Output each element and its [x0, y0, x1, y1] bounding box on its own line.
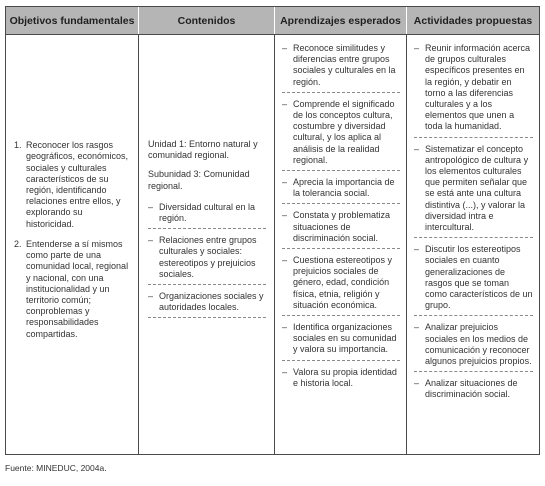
- dash-bullet: –: [282, 255, 288, 266]
- dash-bullet: –: [282, 210, 288, 221]
- header-objetivos: Objetivos fundamentales: [6, 7, 139, 34]
- contenido-item: [148, 289, 266, 318]
- dash-bullet: –: [282, 98, 288, 109]
- actividad-item: [414, 41, 533, 138]
- aprendizaje-text: Aprecia la importancia de la tolerancia social.: [293, 177, 395, 199]
- subunidad-text: Subunidad 3: Comunidad regional.: [148, 169, 250, 191]
- unidad-text: Unidad 1: Entorno natural y comunidad regional.: [148, 139, 258, 161]
- contenidos-cell: [139, 35, 275, 454]
- dash-bullet: –: [282, 43, 288, 53]
- dash-bullet: –: [148, 291, 154, 302]
- objetivo-number: 2.: [14, 238, 22, 249]
- actividad-text: Discutir los estereotipos sociales en cuanto generalizaciones de rasgos que se toman como característicos de un grupo.: [425, 244, 533, 311]
- dash-bullet: –: [414, 378, 420, 389]
- aprendizaje-text: Reconoce similitudes y diferencias entre grupos sociales y culturales en la región.: [293, 43, 396, 87]
- dash-bullet: –: [148, 235, 154, 246]
- dash-bullet: –: [414, 322, 420, 333]
- dash-bullet: –: [414, 43, 420, 53]
- objetivo-number: 1.: [14, 140, 22, 151]
- table-body: [6, 35, 539, 454]
- table-header: [6, 7, 539, 35]
- dash-bullet: –: [414, 143, 420, 154]
- dash-bullet: –: [282, 366, 288, 377]
- aprendizaje-text: Cuestiona estereotipos y prejuicios sociales de género, edad, condición física, etnia, religión y situación económica.: [293, 255, 393, 310]
- dash-bullet: –: [282, 322, 288, 333]
- aprendizaje-item: [282, 320, 400, 361]
- actividad-text: Sistematizar el concepto antropológico de cultura y los elementos culturales que permiten señalar que se está ante una cultura distintiva (...), y valorar la diversidad intra e intercultural.: [425, 143, 529, 233]
- aprendizajes-cell: [275, 35, 407, 454]
- header-aprendizajes: Aprendizajes esperados: [275, 7, 407, 34]
- contenido-text: Organizaciones sociales y autoridades locales.: [159, 291, 264, 313]
- actividad-item: [414, 142, 533, 239]
- aprendizaje-item: [282, 365, 400, 393]
- contenido-text: Relaciones entre grupos culturales y sociales: estereotipos y prejuicios sociales.: [159, 235, 257, 279]
- aprendizaje-item: [282, 41, 400, 93]
- actividades-cell: [407, 35, 539, 454]
- contenido-text: Diversidad cultural en la región.: [159, 201, 256, 224]
- aprendizaje-text: Constata y problematiza situaciones de discriminación social.: [293, 210, 391, 243]
- contenido-item: [148, 200, 266, 229]
- aprendizaje-item: [282, 175, 400, 204]
- objetivos-cell: [6, 35, 139, 454]
- dash-bullet: –: [414, 244, 420, 255]
- aprendizaje-text: Identifica organizaciones sociales en su comunidad y valora su importancia.: [293, 322, 397, 355]
- curriculum-table: [5, 6, 540, 455]
- objetivo-item: [14, 239, 130, 340]
- dash-bullet: –: [282, 177, 288, 188]
- header-contenidos: Contenidos: [139, 7, 275, 34]
- actividad-text: Analizar prejuicios sociales en los medios de comunicación y reconocer algunos prejuicios propios.: [425, 322, 532, 367]
- objetivo-text: Entenderse a sí mismos como parte de una comunidad local, regional y nacional, con una institucionalidad y un territorio común; conproblemas y responsabilidades compartidas.: [26, 238, 129, 339]
- actividad-item: [414, 320, 533, 372]
- actividad-text: Reunir información acerca de grupos culturales específicos presentes en la región, y debatir en torno a las diferencias culturales y a los elementos que unen a toda la humanidad.: [425, 43, 531, 132]
- aprendizaje-text: Comprende el significado de los conceptos cultura, costumbre y diversidad cultural, y los aplica al análisis de la realidad regional.: [293, 98, 395, 165]
- header-actividades: Actividades propuestas: [413, 14, 533, 27]
- aprendizaje-item: [282, 97, 400, 171]
- actividad-item: [414, 376, 533, 404]
- contenido-item: [148, 233, 266, 285]
- actividad-item: [414, 242, 533, 316]
- dash-bullet: –: [148, 201, 154, 212]
- aprendizaje-item: [282, 208, 400, 249]
- aprendizaje-text: Valora su propia identidad e historia local.: [293, 366, 397, 388]
- actividad-text: Analizar situaciones de discriminación social.: [425, 378, 518, 400]
- objetivo-item: [14, 140, 130, 230]
- source-caption: Fuente: MINEDUC, 2004a.: [5, 463, 107, 473]
- objetivo-text: Reconocer los rasgos geográficos, económicos, sociales y culturales característicos de su región, identificando relaciones entre ellos, y explorando su historicidad.: [26, 140, 129, 229]
- aprendizaje-item: [282, 253, 400, 316]
